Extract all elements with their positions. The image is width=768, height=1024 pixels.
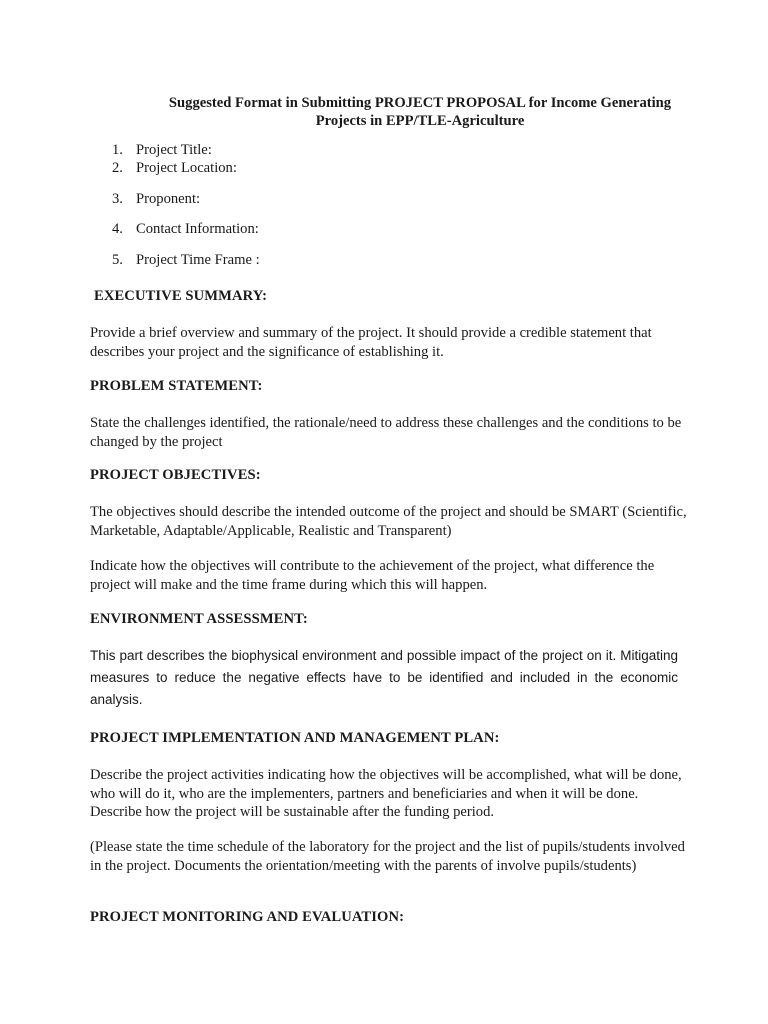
list-label: Proponent: <box>136 191 201 207</box>
monitoring-evaluation-heading: PROJECT MONITORING AND EVALUATION: <box>90 909 405 925</box>
list-item-contact-information <box>112 221 259 238</box>
list-item-project-location <box>112 160 237 177</box>
problem-statement-heading: PROBLEM STATEMENT: <box>90 378 263 394</box>
list-item-project-title <box>112 142 212 159</box>
title-line-2: Projects in EPP/TLE-Agriculture <box>315 113 525 129</box>
list-item-project-time-frame <box>112 252 260 269</box>
list-number: 2. <box>112 160 123 176</box>
list-item-proponent <box>112 191 200 208</box>
executive-summary-text: Provide a brief overview and summary of the project. It should provide a credible statement that describes your project and the significance of establishing it. <box>90 325 652 360</box>
list-label: Project Time Frame : <box>136 252 260 268</box>
implementation-plan-text-1: Describe the project activities indicating how the objectives will be accomplished, what will be done, who will do it, who are the implementers, partners and beneficiaries and when it will be done. Describe how the project will be sustainable after the funding period. <box>90 767 682 820</box>
list-number: 1. <box>112 142 123 158</box>
environment-assessment-text: This part describes the biophysical environment and possible impact of the project on it. Mitigating measures to reduce the negative effects have to be identified and included in the economic analysis. <box>90 648 678 707</box>
project-objectives-text-2: Indicate how the objectives will contribute to the achievement of the project, what difference the project will make and the time frame during which this will happen. <box>90 558 655 593</box>
title-line-1: Suggested Format in Submitting PROJECT PROPOSAL for Income Generating <box>168 95 672 111</box>
executive-summary-heading: EXECUTIVE SUMMARY: <box>94 288 268 304</box>
problem-statement-text: State the challenges identified, the rationale/need to address these challenges and the conditions to be changed by the project <box>90 415 682 450</box>
list-label: Project Title: <box>136 142 212 158</box>
list-number: 5. <box>112 252 123 268</box>
list-label: Contact Information: <box>136 221 259 237</box>
list-label: Project Location: <box>136 160 237 176</box>
implementation-plan-heading: PROJECT IMPLEMENTATION AND MANAGEMENT PLAN: <box>90 730 500 746</box>
list-number: 4. <box>112 221 123 237</box>
list-number: 3. <box>112 191 123 207</box>
project-objectives-text-1: The objectives should describe the intended outcome of the project and should be SMART (Scientific, Marketable, Adaptable/Applicable, Realistic and Transparent) <box>90 504 687 539</box>
environment-assessment-heading: ENVIRONMENT ASSESSMENT: <box>90 611 308 627</box>
document-title <box>120 94 720 130</box>
project-objectives-heading: PROJECT OBJECTIVES: <box>90 467 261 483</box>
implementation-plan-text-2: (Please state the time schedule of the laboratory for the project and the list of pupils/students involved in the project. Documents the orientation/meeting with the parents of involve pupils/students) <box>90 839 685 874</box>
